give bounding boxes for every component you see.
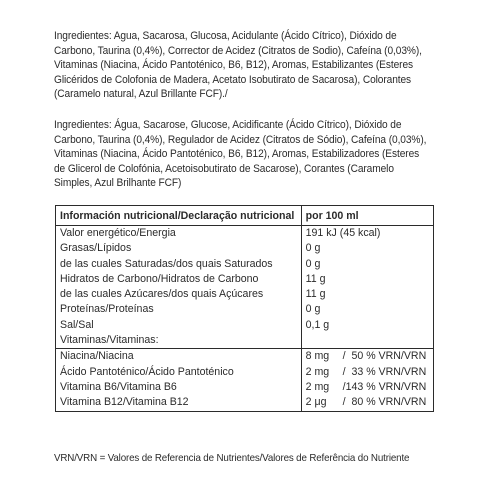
table-row	[56, 333, 434, 349]
header-per-100ml: por 100 ml	[301, 206, 433, 226]
table-row	[56, 272, 434, 287]
vitamin-value	[301, 380, 433, 395]
table-row	[56, 257, 434, 272]
nutrition-table	[55, 205, 434, 412]
vrn-footnote: VRN/VRN = Valores de Referencia de Nutrientes/Valores de Referência do Nutriente	[54, 453, 410, 464]
vitamin-vrn: / 50 % VRN/VRN	[342, 350, 427, 363]
table-row	[56, 241, 434, 256]
vitamin-amount: 2 mg	[305, 365, 330, 378]
vitamin-row	[56, 349, 434, 365]
row-label: Vitaminas/Vitaminas:	[56, 333, 302, 349]
vitamin-label: Vitamina B6/Vitamina B6	[56, 380, 302, 395]
row-value: 0 g	[305, 303, 321, 316]
vitamin-value	[301, 395, 433, 411]
header-nutrition-info: Información nutricional/Declaração nutricional	[56, 206, 302, 226]
table-row	[56, 318, 434, 333]
vitamin-value	[301, 349, 433, 365]
ingredients-spanish: Ingredientes: Agua, Sacarosa, Glucosa, Acidulante (Ácido Cítrico), Dióxido de Carbono, Taurina (0,4%), Corrector de Acidez (Citratos de Sodio), Cafeína (0,03%), Vitaminas (Niacina, Ácido Pantoténico, B6, B12), Aromas, Estabilizantes (Esteres Glicéridos de Colofonia de Madera, Acetato Isobutirato de Sacarosa), Colorantes (Caramelo natural, Azul Brillante FCF)./	[54, 30, 422, 101]
table-row	[56, 226, 434, 242]
row-label: de las cuales Saturadas/dos quais Saturados	[56, 257, 302, 272]
vitamin-row	[56, 395, 434, 411]
vitamin-label: Ácido Pantoténico/Ácido Pantoténico	[56, 365, 302, 380]
vitamin-label: Vitamina B12/Vitamina B12	[56, 395, 302, 411]
vitamin-value	[301, 365, 433, 380]
vitamin-label: Niacina/Niacina	[56, 349, 302, 365]
vitamin-amount: 2 μg	[305, 396, 327, 409]
vitamin-row	[56, 380, 434, 395]
row-label: Proteínas/Proteínas	[56, 302, 302, 317]
row-label: Sal/Sal	[56, 318, 302, 333]
row-value: 0 g	[305, 257, 321, 270]
table-row	[56, 302, 434, 317]
row-label: Grasas/Lípidos	[56, 241, 302, 256]
row-value: 0 g	[305, 242, 321, 255]
vitamin-vrn: / 80 % VRN/VRN	[342, 396, 427, 409]
row-value: 0,1 g	[305, 318, 330, 331]
vitamin-vrn: /143 % VRN/VRN	[342, 380, 427, 393]
vitamin-amount: 8 mg	[305, 350, 330, 363]
vitamin-vrn: / 33 % VRN/VRN	[342, 365, 427, 378]
vitamin-amount: 2 mg	[305, 380, 330, 393]
row-value	[301, 333, 433, 349]
row-label: Hidratos de Carbono/Hidratos de Carbono	[56, 272, 302, 287]
row-value: 191 kJ (45 kcal)	[305, 227, 381, 239]
row-label: Valor energético/Energia	[56, 226, 302, 242]
row-label: de las cuales Azúcares/dos quais Açúcares	[56, 287, 302, 302]
ingredients-portuguese: Ingredientes: Água, Sacarose, Glucose, Acidificante (Ácido Cítrico), Dióxido de Carbono, Taurina (0,4%), Regulador de Acidez (Citratos de Sódio), Cafeína (0,03%), Vitaminas (Niacina, Ácido Pantoténico, B6, B12), Aromas, Estabilizadores (Esteres de Glicerol de Colofónia, Acetoisobutirato de Sacarose), Corantes (Caramelo Simples, Azul Brilhante FCF)	[54, 119, 427, 190]
row-value: 11 g	[305, 272, 326, 285]
nutrition-table-header	[56, 206, 434, 226]
vitamin-row	[56, 365, 434, 380]
row-value: 11 g	[305, 288, 326, 301]
table-row	[56, 287, 434, 302]
